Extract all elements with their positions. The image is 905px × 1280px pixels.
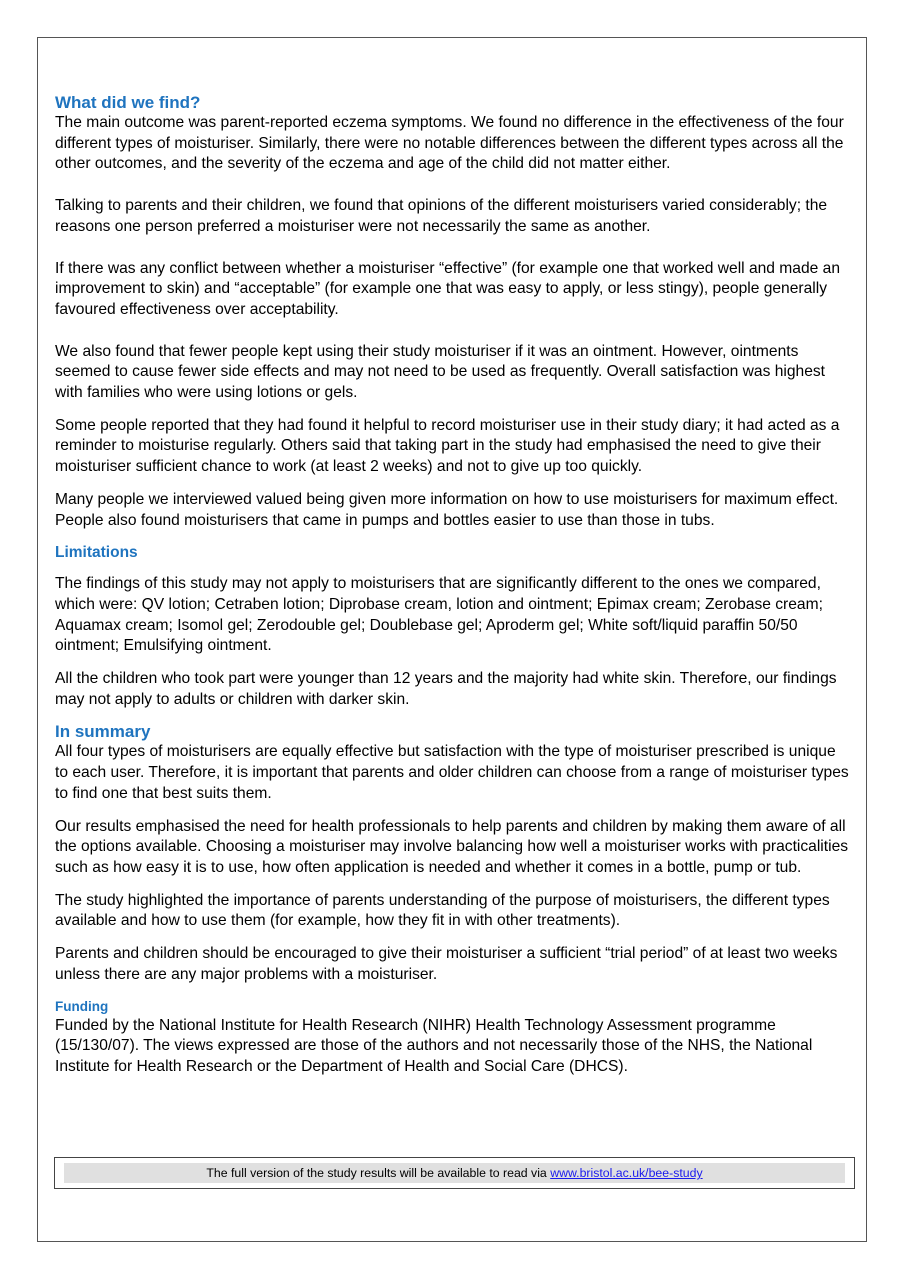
heading-what-did-we-find: What did we find? [55,93,201,112]
heading-limitations: Limitations [55,544,138,562]
funding-paragraph: Funded by the National Institute for Health Research (NIHR) Health Technology Assessment programme (15/130/07). The views expressed are those of the authors and not necessarily those of the NHS, the National Institute for Health Research or the Department of Health and Social Care (DHCS). [55,1016,813,1075]
find-paragraph-3: If there was any conflict between whether a moisturiser “effective” (for example one that worked well and made an improvement to skin) and “acceptable” (for example one that was easy to apply, or less stingy), people generally favoured effectiveness over acceptability. [55,259,840,318]
study-results-link[interactable]: www.bristol.ac.uk/bee-study [550,1166,703,1180]
footer-box [54,1157,855,1189]
document-body [55,93,850,1078]
summary-paragraph-1: All four types of moisturisers are equally effective but satisfaction with the type of moisturiser prescribed is unique to each user. Therefore, it is important that parents and older children can choose from a range of moisturiser types to find one that best suits them. [55,743,849,802]
find-paragraph-6: Many people we interviewed valued being given more information on how to use moisturisers for maximum effect. People also found moisturisers that came in pumps and bottles easier to use than those in tubs. [55,490,839,529]
summary-paragraph-2: Our results emphasised the need for health professionals to help parents and children by making them aware of all the options available. Choosing a moisturiser may involve balancing how well a moisturiser works with practicalities such as how easy it is to use, how often application is needed and whether it comes in a bottle, pump or tub. [55,817,849,876]
footer-banner [64,1163,845,1183]
heading-in-summary: In summary [55,722,151,742]
limitations-paragraph-1: The findings of this study may not apply to moisturisers that are significantly different to the ones we compared, which were: QV lotion; Cetraben lotion; Diprobase cream, lotion and ointment; Epimax cream; Zerobase cream; Aquamax cream; Isomol gel; Zerodouble gel; Doublebase gel; Aproderm gel; White soft/liquid paraffin 50/50 ointment; Emulsifying ointment. [55,575,823,655]
find-paragraph-5: Some people reported that they had found it helpful to record moisturiser use in their study diary; it had acted as a reminder to moisturise regularly. Others said that taking part in the study had emphasised the need to give their moisturiser sufficient chance to work (at least 2 weeks) and not to give up too quickly. [55,416,840,476]
limitations-paragraph-2: All the children who took part were younger than 12 years and the majority had white skin. Therefore, our findings may not apply to adults or children with darker skin. [55,670,837,708]
summary-paragraph-4: Parents and children should be encouraged to give their moisturiser a sufficient “trial period” of at least two weeks unless there are any major problems with a moisturiser. [55,945,838,983]
heading-funding: Funding [55,998,109,1014]
find-paragraph-2: Talking to parents and their children, we found that opinions of the different moisturisers varied considerably; the reasons one person preferred a moisturiser were not necessarily the same as another. [55,197,828,235]
find-paragraph-1: The main outcome was parent-reported eczema symptoms. We found no difference in the effectiveness of the four different types of moisturiser. Similarly, there were no notable differences between the different types across all the other outcomes, and the severity of the eczema and age of the child did not matter either. [55,114,844,173]
summary-paragraph-3: The study highlighted the importance of parents understanding of the purpose of moisturisers, the different types available and how to use them (for example, how they fit in with other treatments). [55,891,830,930]
find-paragraph-4: We also found that fewer people kept using their study moisturiser if it was an ointment. However, ointments seemed to cause fewer side effects and may not need to be used as frequently. Overall satisfaction was highest with families who were using lotions or gels. [55,342,826,402]
footer-text: The full version of the study results will be available to read via [206,1166,551,1180]
